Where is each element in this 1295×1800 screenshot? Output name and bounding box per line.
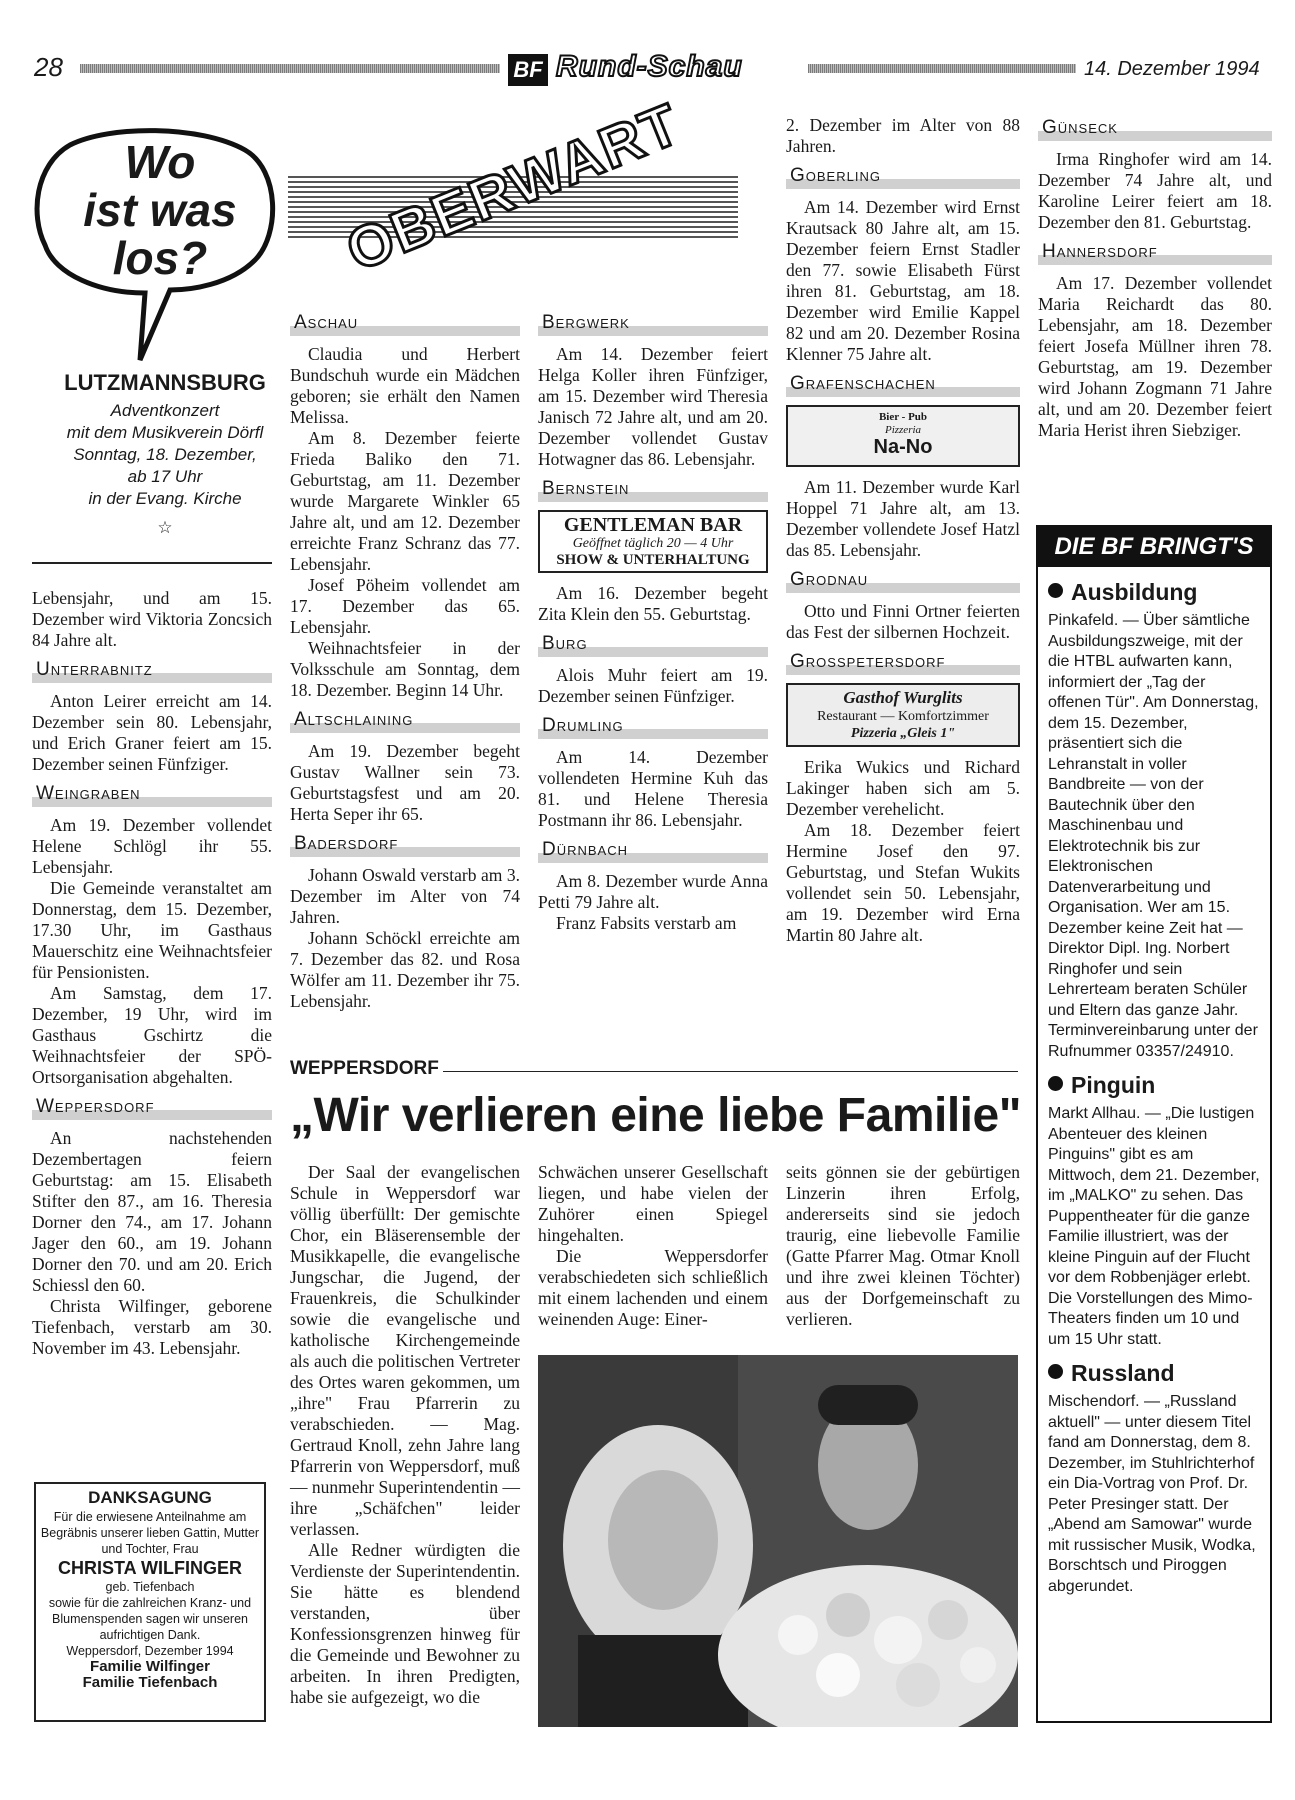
town-heading: Burg xyxy=(538,631,768,657)
event-line: in der Evang. Kirche xyxy=(88,489,242,508)
paragraph: Irma Ringhofer wird am 14. Dezember 74 Jahre alt, und Karoline Leirer feiert am 18. Dezember den 81. Geburtstag. xyxy=(1038,149,1272,232)
bubble-line-2: ist was xyxy=(83,184,237,236)
item-heading-text: Russland xyxy=(1071,1360,1175,1386)
bubble-text xyxy=(60,138,260,282)
town-heading: Drumling xyxy=(538,713,768,739)
article-col-c xyxy=(786,1162,1020,1330)
header-rule-left xyxy=(80,64,500,73)
paragraph: Schwächen unserer Gesellschaft liegen, und habe vielen der Zuhörer einen Spiegel hingehalten. xyxy=(538,1162,768,1245)
ad-name: Gasthof Wurglits xyxy=(843,688,963,707)
paragraph: An nachstehenden Dezembertagen feiern Geburtstag: am 15. Elisabeth Stifter den 87., am 16. Theresia Dorner den 74., am 17. Johann Jager den 60., am 19. Johann Dorner den 70. und am 20. Erich Schiessl den 60. xyxy=(32,1128,272,1295)
ad-name: GENTLEMAN BAR xyxy=(563,514,743,536)
paragraph: Am 17. Dezember vollendet Maria Reichardt das 80. Lebensjahr, am 18. Dezember feiert Josefa Müllner ihren 78. Geburtstag, am 19. Dezember wird Johann Zogmann 71 Jahre alt, und am 20. Dezember feiert Maria Herist ihren Siebziger. xyxy=(1038,273,1272,440)
gasthof-ad xyxy=(786,683,1020,747)
notice-name: CHRISTA WILFINGER xyxy=(58,1558,242,1578)
paragraph: Erika Wukics und Richard Lakinger haben sich am 5. Dezember verehelicht. xyxy=(786,757,1020,819)
bubble-line-3: los? xyxy=(112,232,208,284)
paragraph: Johann Schöckl erreichte am 7. Dezember das 82. und Rosa Wölfer am 11. Dezember ihr 75. Lebensjahr. xyxy=(290,928,520,1011)
paragraph: Johann Oswald verstarb am 3. Dezember im Alter von 74 Jahren. xyxy=(290,865,520,927)
paragraph: Am Samstag, dem 17. Dezember, 19 Uhr, wird im Gasthaus Gschirtz die Weihnachtsfeier der SPÖ-Ortsorganisation abgehalten. xyxy=(32,983,272,1087)
event-line: mit dem Musikverein Dörfl xyxy=(66,423,264,442)
bf-logo xyxy=(508,54,548,86)
article-headline: „Wir verlieren eine liebe Familie" xyxy=(290,1089,1021,1142)
event-line: Adventkonzert xyxy=(110,401,220,420)
column-2 xyxy=(290,310,520,1012)
ad-line: Restaurant — Komfortzimmer xyxy=(817,709,989,724)
notice-place-date: Weppersdorf, Dezember 1994 xyxy=(66,1644,234,1658)
town-heading: Grafenschachen xyxy=(786,371,1020,397)
notice-title: DANKSAGUNG xyxy=(88,1488,212,1507)
item-text: Markt Allhau. — „Die lustigen Abenteuer des kleinen Pinguins" gibt es am Mittwoch, dem 21. Dezember, im „MALKO" zu sehen. Das Puppentheater für die ganze Familie illustriert, was der kleine Pinguin auf der Flucht vor dem Robbenjäger erlebt. Die Vorstellungen des Mimo-Theaters finden um 10 und um 15 Uhr statt. xyxy=(1048,1105,1260,1348)
item-heading xyxy=(1048,577,1260,607)
bf-logo-text: BF xyxy=(513,57,543,82)
divider xyxy=(32,562,272,564)
article-col-a xyxy=(290,1162,520,1708)
page-number: 28 xyxy=(34,52,63,82)
ad-hours: Geöffnet täglich 20 — 4 Uhr xyxy=(572,536,734,551)
town-heading: Unterrabnitz xyxy=(32,657,272,683)
article-kicker: WEPPERSDORF xyxy=(290,1058,443,1080)
paragraph: 2. Dezember im Alter von 88 Jahren. xyxy=(786,115,1020,156)
paragraph: Josef Pöheim vollendet am 17. Dezember das 65. Lebensjahr. xyxy=(290,575,520,637)
town-heading: Dürnbach xyxy=(538,837,768,863)
bullet-icon xyxy=(1048,583,1063,598)
town-heading: Grodnau xyxy=(786,567,1020,593)
paragraph: Am 8. Dezember feierte Frieda Baliko den 71. Geburtstag, am 11. Dezember wurde Margarete Winkler 65 Jahre alt, und am 12. Dezember erreichte Franz Schranz das 77. Lebensjahr. xyxy=(290,428,520,574)
bubble-line-1: Wo xyxy=(124,136,196,188)
paragraph: Die Gemeinde veranstaltet am Donnerstag, dem 15. Dezember, 17.30 Uhr, im Gasthaus Mauerschitz eine Weihnachtsfeier für Pensionisten. xyxy=(32,878,272,982)
column-1 xyxy=(32,588,272,1359)
town-heading: Altschlaining xyxy=(290,707,520,733)
item-heading-text: Pinguin xyxy=(1071,1072,1156,1098)
paragraph: Claudia und Herbert Bundschuh wurde ein Mädchen geboren; sie erhält den Namen Melissa. xyxy=(290,344,520,427)
section-title: Rund-Schau xyxy=(556,50,743,83)
paragraph: Christa Wilfinger, geborene Tiefenbach, verstarb am 30. November im 43. Lebensjahr. xyxy=(32,1296,272,1358)
article-col-b xyxy=(538,1162,768,1330)
item-heading xyxy=(1048,1358,1260,1388)
paragraph: Am 8. Dezember wurde Anna Petti 79 Jahre alt. xyxy=(538,871,768,912)
town-heading: Weppersdorf xyxy=(32,1094,272,1120)
paragraph: Am 16. Dezember begeht Zita Klein den 55. Geburtstag. xyxy=(538,583,768,624)
pub-ad-name: Na-No xyxy=(873,436,933,458)
town-heading: Grosspetersdorf xyxy=(786,649,1020,675)
photo-graphic xyxy=(538,1355,1018,1727)
ad-show: SHOW & UNTERHALTUNG xyxy=(556,552,750,568)
event-place: LUTZMANNSBURG xyxy=(64,370,266,395)
paragraph: seits gönnen sie der gebürtigen Linzerin ihren Erfolg, andererseits sind sie jedoch traurig, eine liebevolle Familie (Gatte Pfarrer Mag. Otmar Knoll und ihre zwei kleinen Töchter) aus der Dorfgemeinschaft zu verlieren. xyxy=(786,1162,1020,1329)
notice-signature: Familie Wilfinger xyxy=(90,1658,210,1675)
ad-line: Pizzeria „Gleis 1" xyxy=(850,726,956,741)
pub-ad-mid: Pizzeria xyxy=(884,424,922,436)
paragraph: Am 14. Dezember vollendeten Hermine Kuh das 81. und Helene Theresia Postmann ihr 86. Lebensjahr. xyxy=(538,747,768,830)
paragraph: Anton Leirer erreicht am 14. Dezember sein 80. Lebensjahr, und Erich Graner feiert am 15. Dezember seinen Fünfziger. xyxy=(32,691,272,774)
paragraph: Der Saal der evangelischen Schule in Weppersdorf war völlig überfüllt: Der gemischte Chor, ein Bläserensemble der Musikkapelle, die evangelische Jungschar, die Jugend, der Frauenkreis, die Schulkinder sowie die evangelische und katholische Kirchengemeinde als auch die politischen Vertreter des Ortes waren gekommen, um „ihre" Frau Pfarrerin zu verabschieden. — Mag. Gertraud Knoll, zehn Jahre lang Pfarrerin von Weppersdorf, muß — nunmehr Superintendentin — ihre „Schäfchen" leider verlassen. xyxy=(290,1162,520,1539)
item-heading-text: Ausbildung xyxy=(1071,579,1198,605)
town-heading: Bergwerk xyxy=(538,310,768,336)
bf-bringts-content xyxy=(1038,567,1270,1597)
notice-text: geb. Tiefenbach xyxy=(105,1580,195,1594)
event-line: Sonntag, 18. Dezember, xyxy=(73,445,257,464)
column-4 xyxy=(786,115,1020,946)
column-3 xyxy=(538,310,768,934)
pub-ad-top: Bier - Pub xyxy=(878,411,928,423)
column-5 xyxy=(1038,115,1272,441)
town-heading: Goberling xyxy=(786,163,1020,189)
town-heading: Günseck xyxy=(1038,115,1272,141)
paragraph: Am 19. Dezember begeht Gustav Wallner sein 73. Geburtstagsfest und am 20. Herta Seper ihr 65. xyxy=(290,741,520,824)
bf-bringts-box xyxy=(1036,525,1272,1723)
paragraph: Am 14. Dezember feiert Helga Koller ihren Fünfziger, am 15. Dezember wird Theresia Janisch 72 Jahre alt, und am 20. Dezember vollendet Gustav Hotwagner das 86. Lebensjahr. xyxy=(538,344,768,469)
paragraph: Franz Fabsits verstarb am xyxy=(556,913,737,933)
danksagung-notice xyxy=(34,1482,266,1722)
header-rule-right xyxy=(808,64,1076,73)
event-line: ab 17 Uhr xyxy=(127,467,203,486)
item-text: Mischendorf. — „Russland aktuell" — unter diesem Titel fand am Donnerstag, dem 8. Dezember, im Stuhlrichterhof ein Dia-Vortrag von Prof. Dr. Peter Presinger statt. Der „Abend am Samowar" wurde mit russischer Musik, Wodka, Borschtsch und Piroggen abgerundet. xyxy=(1048,1393,1256,1595)
bullet-icon xyxy=(1048,1364,1063,1379)
item-text: Pinkafeld. — Über sämtliche Ausbildungszweige, mit der die HTBL aufwarten kann, informiert der „Tag der offenen Tür". Am Donnerstag, dem 15. Dezember, präsentiert sich die Lehranstalt in voller Bandbreite — von der Bautechnik über den Maschinenbau und Elektrotechnik bis zur Elektronischen Datenverarbeitung und Organisation. Wer am 15. Dezember keine Zeit hat — Direktor Dipl. Ing. Norbert Ringhofer und sein Lehrerteam beraten Schüler und Eltern das ganze Jahr. Terminvereinbarung unter der Rufnummer 03357/24910. xyxy=(1048,612,1259,1060)
event-listing xyxy=(40,370,290,538)
paragraph: Die Weppersdorfer verabschiedeten sich schließlich mit einem lachenden und einem weinenden Auge: Einer- xyxy=(538,1246,768,1329)
gentleman-bar-ad xyxy=(538,510,768,573)
town-heading: Bernstein xyxy=(538,476,768,502)
paragraph: Alle Redner würdigten die Verdienste der Superintendentin. Sie hätte es blendend verstanden, über Konfessionsgrenzen hinweg für die Gemeinde und Bewohner zu arbeiten. In ihren Predigten, habe sie aufgezeigt, wo die xyxy=(290,1540,520,1707)
paragraph: Lebensjahr, und am 15. Dezember wird Viktoria Zoncsich 84 Jahre alt. xyxy=(32,588,272,650)
town-heading: Badersdorf xyxy=(290,831,520,857)
bullet-icon xyxy=(1048,1076,1063,1091)
bf-bringts-title: DIE BF BRINGT'S xyxy=(1038,527,1270,567)
pub-ad xyxy=(786,405,1020,467)
paragraph: Weihnachtsfeier in der Volksschule am Sonntag, dem 18. Dezember. Beginn 14 Uhr. xyxy=(290,638,520,700)
notice-text: Für die erwiesene Anteilnahme am Begräbnis unserer lieben Gattin, Mutter und Tochter, Frau xyxy=(40,1510,260,1556)
star-icon: ☆ xyxy=(157,518,173,537)
paragraph: Otto und Finni Ortner feierten das Fest der silbernen Hochzeit. xyxy=(786,601,1020,642)
paragraph: Am 11. Dezember wurde Karl Hoppel 71 Jahre alt, am 13. Dezember vollendete Josef Hatzl das 85. Lebensjahr. xyxy=(786,477,1020,560)
notice-text: sowie für die zahlreichen Kranz- und Blumenspenden sagen wir unseren aufrichtigen Dank. xyxy=(48,1596,252,1642)
town-heading: Hannersdorf xyxy=(1038,239,1272,265)
town-heading: Weingraben xyxy=(32,781,272,807)
paragraph: Alois Muhr feiert am 19. Dezember seinen Fünfziger. xyxy=(538,665,768,706)
oberwart-banner: OBERWART xyxy=(337,91,690,284)
article-photo xyxy=(538,1355,1018,1727)
paragraph: Am 19. Dezember vollendet Helene Schlögl ihr 55. Lebensjahr. xyxy=(32,815,272,877)
notice-signature: Familie Tiefenbach xyxy=(82,1674,218,1691)
town-heading: Aschau xyxy=(290,310,520,336)
paragraph: Am 18. Dezember feiert Hermine Josef den 97. Geburtstag, und Stefan Wukits vollendet sein 50. Lebensjahr, am 19. Dezember wird Erna Martin 80 Jahre alt. xyxy=(786,820,1020,945)
item-heading xyxy=(1048,1070,1260,1100)
paragraph: Am 14. Dezember wird Ernst Krautsack 80 Jahre alt, am 15. Dezember feiern Ernst Stadler den 77. sowie Elisabeth Fürst ihren 81. Geburtstag, am 18. Dezember wird Emilie Kappel 82 und am 20. Dezember Rosina Klenner 75 Jahre alt. xyxy=(786,197,1020,364)
issue-date: 14. Dezember 1994 xyxy=(1084,58,1260,80)
